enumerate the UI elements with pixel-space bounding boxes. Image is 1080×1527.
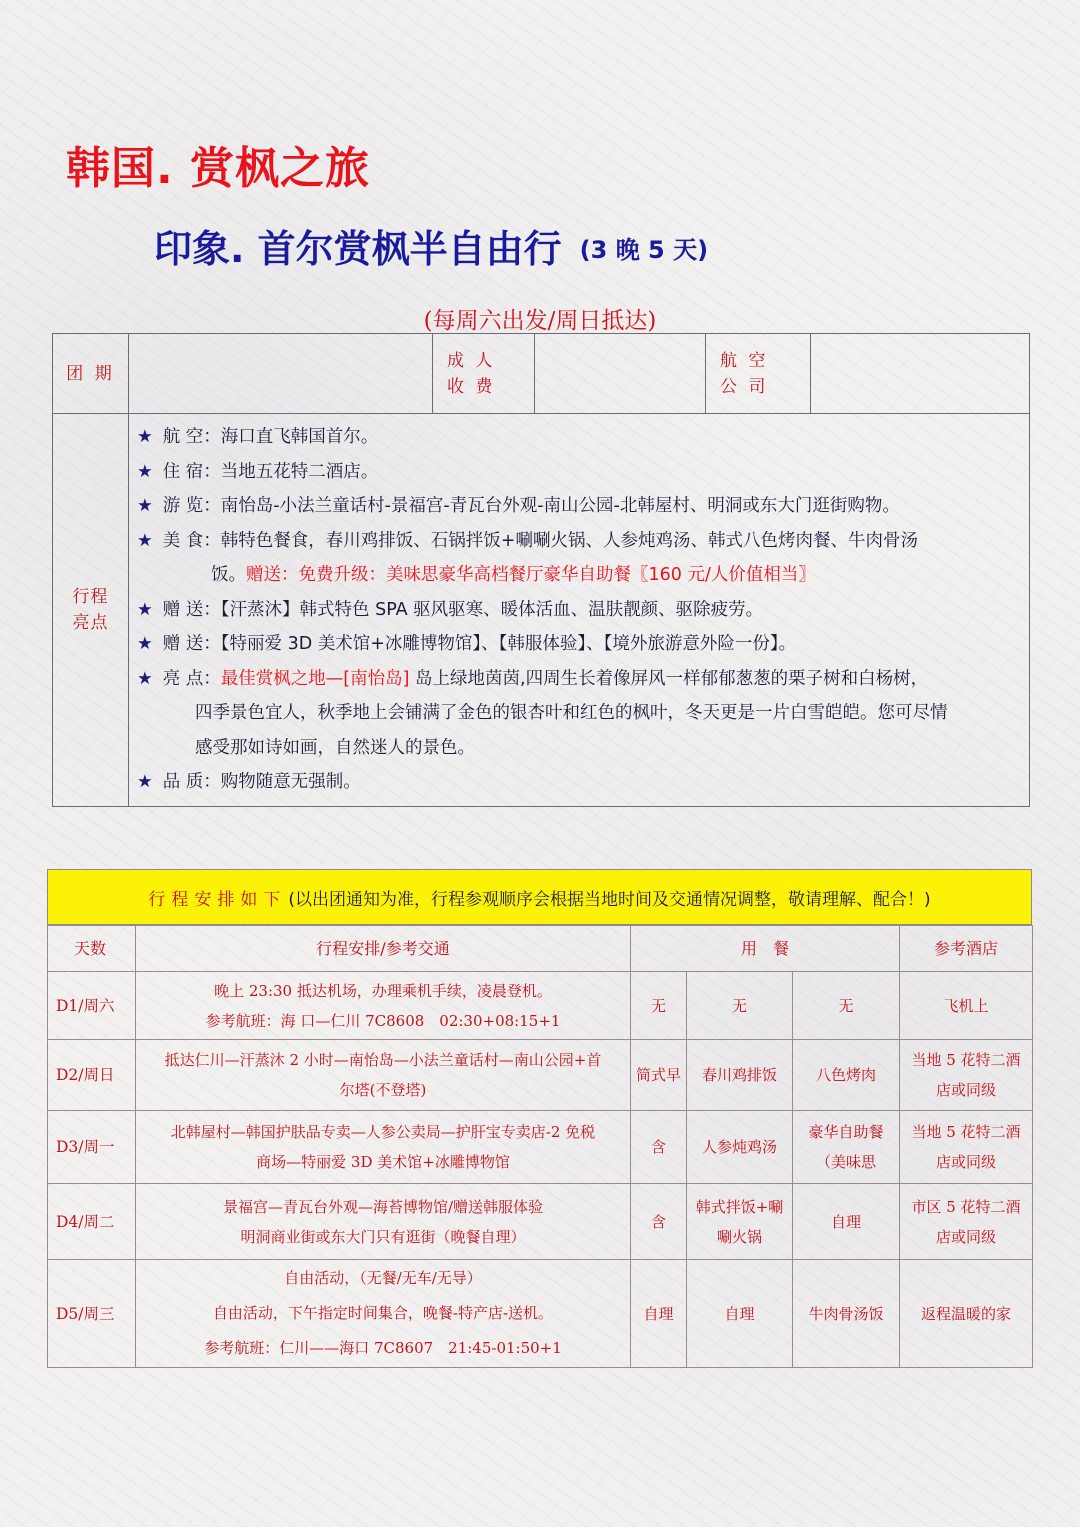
table-row: [48, 972, 1033, 1040]
airline-label: [706, 334, 811, 414]
highlight-item: [137, 489, 1021, 524]
row-meal-lunch: 无: [687, 972, 793, 1040]
banner-note: (以出团通知为准，行程参观顺序会根据当地时间及交通情况调整，敬请理解、配合！): [288, 889, 931, 910]
plan-line: 自由活动，（无餐/无车/无导）: [284, 1269, 482, 1287]
row-hotel: 当地 5 花特二酒店或同级: [900, 1111, 1033, 1184]
row-meal-dinner: 无: [793, 972, 900, 1040]
row-day: D3/周一: [48, 1111, 136, 1184]
row-plan: [136, 1184, 631, 1260]
table-row: [48, 1040, 1033, 1111]
highlight-item: [137, 765, 1021, 800]
airline-value: [811, 334, 1030, 414]
highlights-cell: [129, 414, 1030, 807]
subtitle-text: 印象. 首尔赏枫半自由行: [154, 227, 562, 271]
highlight-key: 住 宿：: [162, 461, 221, 482]
highlight-key: 美 食：: [162, 530, 221, 551]
info-row-highlights: [53, 414, 1030, 807]
plan-line: 晚上 23:30 抵达机场，办理乘机手续，凌晨登机。: [214, 981, 552, 1000]
itinerary-table: [47, 925, 1033, 1368]
page-title: 韩国. 赏枫之旅: [66, 143, 371, 194]
star-icon: ★: [137, 599, 153, 620]
highlight-continuation: 感受那如诗如画，自然迷人的景色。: [195, 737, 475, 758]
star-icon: ★: [137, 427, 153, 447]
highlights-label-line1: 行程: [72, 587, 109, 607]
highlight-text: 韩特色餐食，春川鸡排饭、石锅拌饭+唰唰火锅、人参炖鸡汤、韩式八色烤肉餐、牛肉骨汤: [220, 530, 918, 551]
highlight-text: 当地五花特二酒店。: [220, 461, 379, 482]
highlight-item: [137, 524, 1021, 559]
highlight-item: [137, 627, 1021, 662]
row-hotel: 飞机上: [900, 972, 1033, 1040]
highlight-key: 亮 点：: [162, 668, 221, 689]
info-row-header: [53, 334, 1030, 414]
plan-line: 参考航班：海 口—仁川 7C8608 02:30+08:15+1: [205, 1011, 561, 1030]
plan-line: 参考航班：仁川——海口 7C8607 21:45-01:50+1: [204, 1339, 562, 1357]
star-icon: ★: [137, 530, 153, 551]
duration: (3 晚 5 天): [579, 236, 709, 264]
highlight-key: 游 览：: [162, 496, 221, 516]
row-meal-dinner: 自理: [793, 1184, 900, 1260]
header-plan: 行程安排/参考交通: [136, 926, 631, 972]
itinerary-banner: [47, 869, 1032, 925]
group-label: 团 期: [53, 334, 129, 414]
row-plan: [136, 1111, 631, 1184]
highlight-text: 海口直飞韩国首尔。: [220, 427, 379, 447]
plan-line: 北韩屋村—韩国护肤品专卖—人参公卖局—护肝宝专卖店-2 免税: [170, 1123, 596, 1141]
row-meal-lunch: 春川鸡排饭: [687, 1040, 793, 1111]
header-meals: 用 餐: [631, 926, 900, 972]
highlight-key: 赠 送：: [162, 634, 221, 654]
row-meal-breakfast: 简式早: [631, 1040, 687, 1111]
highlight-text: 南怡岛-小法兰童话村-景福宫-青瓦台外观-南山公园-北韩屋村、明洞或东大门逛街购物。: [220, 496, 900, 516]
row-meal-dinner: 豪华自助餐（美味思: [793, 1111, 900, 1184]
star-icon: ★: [137, 668, 153, 689]
plan-line: 景福宫—青瓦台外观—海苔博物馆/赠送韩服体验: [222, 1197, 544, 1216]
highlight-continuation: 四季景色宜人，秋季地上会铺满了金色的银杏叶和红色的枫叶，冬天更是一片白雪皑皑。您可尽情: [195, 703, 948, 723]
highlight-key: 航 空：: [162, 427, 221, 447]
table-row: [48, 1184, 1033, 1260]
row-day: D4/周二: [48, 1184, 136, 1260]
highlight-continuation: [137, 558, 1021, 593]
highlight-key: 品 质：: [162, 772, 221, 792]
adult-value: [535, 334, 706, 414]
food-upgrade-text: 赠送：免费升级：美味思豪华高档餐厅豪华自助餐〖160 元/人价值相当〗: [246, 565, 816, 585]
row-day: D1/周六: [48, 972, 136, 1040]
table-row: [48, 1260, 1033, 1368]
highlight-item: [137, 455, 1021, 490]
row-plan: [136, 1040, 631, 1111]
header-hotel: 参考酒店: [900, 926, 1033, 972]
star-icon: ★: [137, 496, 153, 516]
airline-label-line1: 航 空: [720, 350, 769, 371]
plan-line: 明洞商业街或东大门只有逛街（晚餐自理）: [240, 1227, 526, 1246]
row-meal-lunch: 自理: [687, 1260, 793, 1368]
highlight-text: 【汗蒸沐】韩式特色 SPA 驱风驱寒、暖体活血、温肤靓颜、驱除疲劳。: [220, 599, 764, 620]
highlight-item: [137, 420, 1021, 455]
row-day: D5/周三: [48, 1260, 136, 1368]
star-icon: ★: [137, 772, 153, 792]
row-plan: [136, 972, 631, 1040]
adult-label: [433, 334, 535, 414]
row-meal-dinner: 八色烤肉: [793, 1040, 900, 1111]
highlight-item: [137, 593, 1021, 628]
highlight-text: 【特丽爱 3D 美术馆+冰雕博物馆】、【韩服体验】、【境外旅游意外险一份】。: [220, 634, 797, 654]
row-meal-lunch: 韩式拌饭+唰唰火锅: [687, 1184, 793, 1260]
plan-line: 商场—特丽爱 3D 美术馆+冰雕博物馆: [256, 1153, 510, 1171]
row-meal-breakfast: 无: [631, 972, 687, 1040]
row-meal-breakfast: 含: [631, 1184, 687, 1260]
departure-note: (每周六出发/周日抵达): [423, 308, 657, 334]
banner-heading: 行程安排如下: [148, 889, 287, 910]
itinerary-header-row: [48, 926, 1033, 972]
airline-label-line2: 公 司: [720, 376, 769, 397]
highlight-text: 购物随意无强制。: [220, 772, 361, 792]
plan-line: 抵达仁川—汗蒸沐 2 小时—南怡岛—小法兰童话村—南山公园+首: [164, 1051, 602, 1069]
star-icon: ★: [137, 634, 153, 654]
highlight-text: 岛上绿地茵茵,四周生长着像屏风一样郁郁葱葱的栗子树和白杨树，: [415, 668, 929, 689]
row-meal-breakfast: 自理: [631, 1260, 687, 1368]
info-table: [52, 333, 1030, 807]
highlights-label-line2: 亮点: [72, 613, 109, 633]
food-cont-text: 饭。: [211, 565, 246, 585]
subtitle: [154, 218, 708, 273]
adult-label-line2: 收 费: [447, 376, 496, 397]
adult-label-line1: 成 人: [447, 350, 496, 371]
highlights-label: [53, 414, 129, 807]
row-day: D2/周日: [48, 1040, 136, 1111]
header-day: 天数: [48, 926, 136, 972]
highlight-item: [137, 662, 1021, 697]
group-value: [129, 334, 433, 414]
row-plan: [136, 1260, 631, 1368]
row-hotel: 返程温暖的家: [900, 1260, 1033, 1368]
row-meal-breakfast: 含: [631, 1111, 687, 1184]
row-hotel: 市区 5 花特二酒店或同级: [900, 1184, 1033, 1260]
row-hotel: 当地 5 花特二酒店或同级: [900, 1040, 1033, 1111]
plan-line: 尔塔(不登塔): [339, 1081, 427, 1099]
plan-line: 自由活动，下午指定时间集合，晚餐-特产店-送机。: [212, 1304, 554, 1322]
highlight-red-text: 最佳赏枫之地—[南怡岛]: [220, 668, 410, 689]
row-meal-lunch: 人参炖鸡汤: [687, 1111, 793, 1184]
star-icon: ★: [137, 461, 153, 482]
table-row: [48, 1111, 1033, 1184]
highlight-key: 赠 送：: [162, 599, 221, 620]
row-meal-dinner: 牛肉骨汤饭: [793, 1260, 900, 1368]
